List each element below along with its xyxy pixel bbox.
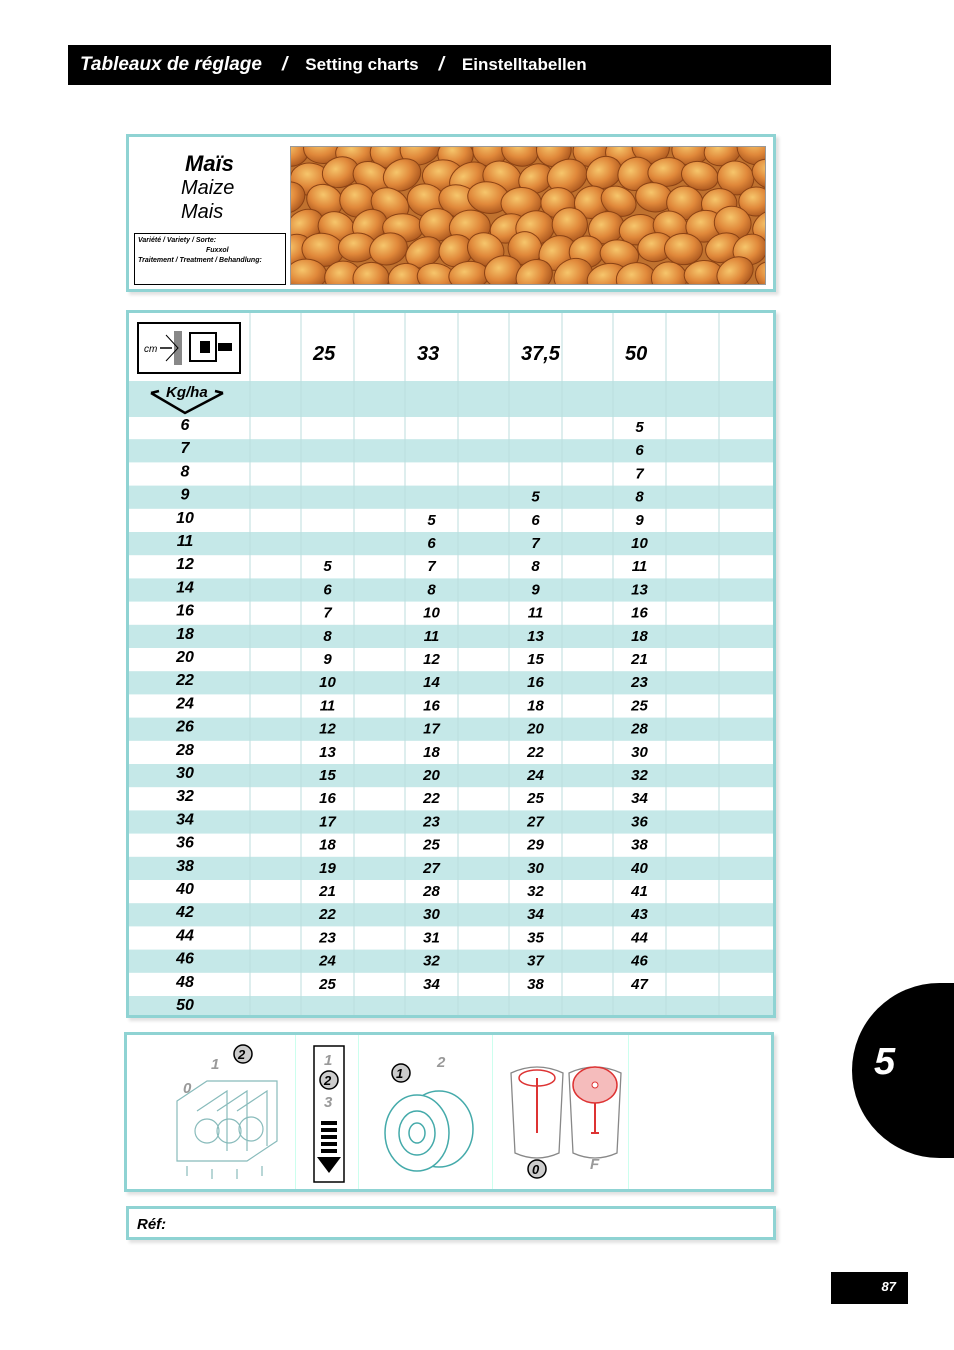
row-band	[129, 578, 773, 601]
setting-value: 21	[319, 883, 336, 900]
column-header: 25	[313, 343, 336, 365]
rate-label: Kg/ha	[166, 384, 208, 401]
hopper-0: 0	[532, 1162, 540, 1177]
setting-value: 32	[423, 952, 440, 970]
setting-value: 30	[423, 906, 440, 924]
setting-value: 17	[319, 813, 336, 831]
setting-value: 47	[631, 975, 648, 993]
header-band	[129, 381, 773, 417]
setting-value: 6	[635, 442, 644, 460]
setting-value: 38	[527, 975, 544, 993]
setting-value: 7	[323, 604, 332, 622]
rate-value: 20	[176, 649, 194, 666]
roller-cm-icon	[138, 323, 240, 373]
rate-value: 36	[176, 834, 194, 852]
rate-value: 26	[176, 718, 194, 736]
setting-value: 5	[635, 419, 644, 436]
row-band	[129, 857, 773, 880]
rate-value: 32	[176, 788, 194, 806]
rate-value: 38	[176, 857, 194, 875]
reference-box	[126, 1206, 776, 1240]
setting-value: 12	[319, 720, 336, 738]
row-band	[129, 950, 773, 973]
row-band	[129, 810, 773, 833]
page-number: 87	[831, 1272, 908, 1304]
setting-value: 22	[319, 906, 336, 924]
rate-value: 16	[176, 602, 194, 620]
setting-value: 11	[527, 604, 544, 622]
setting-value: 44	[631, 929, 648, 947]
rate-value: 48	[176, 973, 194, 991]
setting-value: 20	[423, 767, 440, 784]
setting-value: 12	[423, 651, 440, 668]
setting-value: 5	[427, 511, 436, 529]
setting-value: 11	[423, 627, 440, 645]
rate-value: 11	[176, 533, 194, 550]
rate-value: 44	[176, 927, 194, 945]
title-en: Setting charts	[305, 55, 419, 74]
setting-value: 40	[631, 859, 648, 877]
chapter-tab	[852, 983, 954, 1158]
treatment-label: Traitement / Treatment / Behandlung:	[138, 257, 262, 264]
rate-value: 28	[176, 741, 194, 759]
setting-value: 29	[527, 836, 544, 854]
setting-value: 8	[635, 488, 644, 506]
variety-label: Variété / Variety / Sorte:	[138, 237, 217, 244]
row-band	[129, 625, 773, 648]
separator: /	[281, 54, 288, 75]
hopper-f: F	[590, 1156, 600, 1173]
setting-value: 5	[323, 558, 332, 576]
column-header: 50	[625, 343, 648, 365]
flap-pos0: 0	[183, 1080, 192, 1097]
rate-value: 34	[176, 811, 194, 829]
rate-value: 10	[176, 509, 194, 527]
setting-value: 21	[631, 651, 648, 668]
setting-value: 34	[423, 975, 440, 993]
rate-value: 9	[180, 486, 190, 504]
rate-value: 14	[176, 579, 194, 597]
rate-value: 50	[176, 997, 194, 1014]
setting-value: 18	[527, 697, 544, 715]
setting-value: 8	[323, 627, 332, 645]
header-bar	[68, 45, 831, 85]
setting-value: 46	[631, 952, 648, 970]
setting-value: 10	[423, 604, 440, 622]
setting-value: 5	[531, 488, 540, 506]
setting-value: 13	[631, 581, 648, 599]
crop-name-de: Mais	[181, 201, 224, 223]
maize-kernels-photo	[290, 146, 766, 285]
flap-pos1: 1	[211, 1056, 220, 1073]
column-header: 37,5	[521, 343, 560, 365]
setting-value: 31	[423, 929, 440, 947]
gear-2: 2	[324, 1073, 332, 1088]
drive-wheel-icon	[369, 1045, 489, 1185]
setting-value: 11	[631, 558, 648, 576]
setting-value: 9	[635, 511, 644, 529]
setting-value: 22	[527, 743, 544, 761]
rate-value: 18	[176, 625, 194, 643]
ref-label: Réf:	[137, 1216, 167, 1233]
row-band	[129, 532, 773, 555]
setting-value: 30	[631, 743, 648, 761]
title-de: Einstelltabellen	[461, 55, 587, 74]
row-band	[129, 903, 773, 926]
title-fr: Tableaux de réglage	[80, 54, 262, 75]
row-band	[129, 996, 773, 1015]
setting-value: 6	[531, 511, 540, 529]
setting-value: 24	[319, 952, 336, 970]
setting-value: 8	[427, 581, 436, 599]
gear-3: 3	[324, 1094, 333, 1111]
setting-value: 16	[631, 604, 648, 622]
setting-value: 13	[319, 743, 336, 761]
setting-value: 11	[319, 697, 336, 715]
setting-chart-table	[126, 310, 776, 1018]
wheel-1: 1	[396, 1066, 404, 1081]
setting-value: 9	[531, 581, 540, 599]
setting-value: 28	[423, 883, 440, 900]
row-band	[129, 671, 773, 694]
setting-value: 28	[631, 720, 648, 738]
hopper-shutter-icon	[503, 1043, 623, 1183]
rate-value: 22	[176, 672, 194, 690]
setting-value: 23	[423, 813, 440, 831]
setting-value: 25	[319, 975, 336, 993]
rate-value: 6	[180, 417, 190, 434]
rate-value: 40	[176, 881, 194, 898]
setting-value: 34	[527, 906, 544, 924]
rate-value: 46	[176, 950, 194, 968]
gear-selector-icon	[313, 1045, 347, 1185]
rate-value: 12	[176, 556, 194, 574]
column-header: 33	[417, 343, 440, 365]
setting-value: 17	[423, 720, 440, 738]
setting-value: 32	[527, 883, 544, 900]
rate-value: 24	[176, 695, 194, 713]
variety-box	[134, 233, 286, 285]
setting-value: 23	[631, 674, 648, 692]
setting-value: 20	[527, 720, 544, 738]
row-band	[129, 486, 773, 509]
rate-value: 42	[176, 904, 194, 922]
setting-value: 15	[527, 651, 544, 668]
divider	[492, 1035, 493, 1189]
setting-value: 16	[319, 790, 336, 808]
setting-value: 38	[631, 836, 648, 854]
setting-value: 37	[527, 952, 544, 970]
setting-value: 25	[527, 790, 544, 808]
setting-value: 14	[423, 674, 440, 692]
setting-value: 27	[527, 813, 544, 831]
setting-value: 8	[531, 558, 540, 576]
rate-value: 7	[180, 440, 190, 458]
setting-value: 36	[631, 813, 648, 831]
setting-value: 43	[631, 906, 648, 924]
setting-value: 6	[323, 581, 332, 599]
setting-value: 18	[631, 627, 648, 645]
flap-pos2: 2	[238, 1047, 246, 1062]
divider	[628, 1035, 629, 1189]
setting-value: 22	[423, 790, 440, 808]
setting-value: 19	[319, 859, 336, 877]
settings-illustrations	[124, 1032, 774, 1192]
setting-value: 35	[527, 929, 544, 947]
table-grid	[129, 313, 773, 1015]
setting-value: 16	[423, 697, 440, 715]
setting-value: 18	[423, 743, 440, 761]
setting-value: 30	[527, 859, 544, 877]
setting-value: 7	[531, 535, 540, 552]
crop-name-fr: Maïs	[185, 151, 234, 176]
setting-value: 7	[427, 558, 436, 576]
flap-position-icon	[167, 1041, 297, 1186]
setting-value: 16	[527, 674, 544, 692]
setting-value: 32	[631, 767, 648, 784]
rate-value: 8	[180, 463, 190, 481]
setting-value: 10	[319, 674, 336, 692]
setting-value: 25	[423, 836, 440, 854]
setting-value: 15	[319, 767, 336, 784]
setting-value: 13	[527, 627, 544, 645]
row-band	[129, 718, 773, 741]
setting-value: 34	[631, 790, 648, 808]
setting-value: 25	[631, 697, 648, 715]
setting-value: 41	[631, 883, 648, 900]
wheel-2: 2	[437, 1054, 446, 1071]
setting-value: 23	[319, 929, 336, 947]
setting-value: 9	[323, 651, 332, 668]
variety-value: Fuxxol	[206, 247, 229, 254]
setting-value: 24	[527, 767, 544, 784]
cm-label: cm	[144, 344, 158, 355]
rate-value: 30	[176, 765, 194, 782]
setting-value: 7	[635, 465, 644, 483]
setting-value: 27	[423, 859, 440, 877]
row-band	[129, 764, 773, 787]
setting-value: 6	[427, 535, 436, 552]
kernels-image	[291, 147, 765, 284]
crop-name-en: Maize	[181, 177, 235, 199]
separator: /	[438, 54, 444, 75]
setting-value: 10	[631, 535, 648, 552]
crop-panel	[126, 134, 776, 292]
divider	[358, 1035, 359, 1189]
gear-1: 1	[324, 1052, 333, 1069]
chapter-number: 5	[874, 1041, 896, 1083]
setting-value: 18	[319, 836, 336, 854]
row-band	[129, 439, 773, 462]
